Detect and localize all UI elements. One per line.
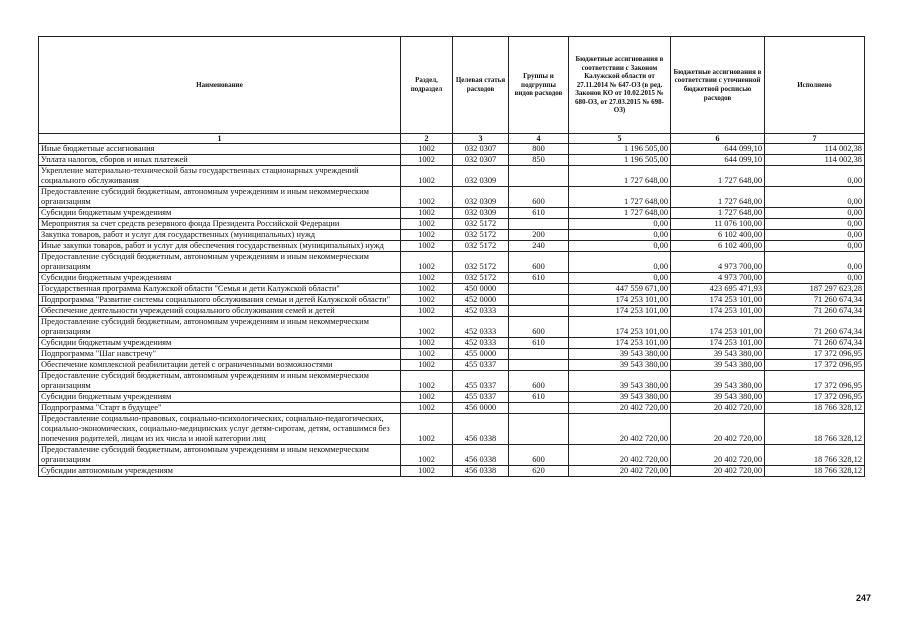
cell-assign-refined: 174 253 101,00 — [671, 306, 765, 317]
table-row — [39, 414, 865, 445]
cell-name: Обеспечение комплексной реабилитации детей с ограниченными возможностями — [39, 360, 401, 371]
cell-assign-refined: 174 253 101,00 — [671, 295, 765, 306]
table-row — [39, 317, 865, 338]
table-row — [39, 187, 865, 208]
cell-group: 600 — [509, 187, 569, 208]
cell-section: 1002 — [401, 208, 453, 219]
cell-executed: 114 002,38 — [765, 155, 865, 166]
cell-group — [509, 295, 569, 306]
cell-assign-law: 20 402 720,00 — [569, 466, 671, 477]
cell-name: Предоставление субсидий бюджетным, автономным учреждениям и иным некоммерческим организациям — [39, 371, 401, 392]
cell-section: 1002 — [401, 466, 453, 477]
cell-executed: 0,00 — [765, 187, 865, 208]
cell-section: 1002 — [401, 306, 453, 317]
cell-assign-refined: 1 727 648,00 — [671, 166, 765, 187]
cell-name: Закупка товаров, работ и услуг для государственных (муниципальных) нужд — [39, 230, 401, 241]
table-row — [39, 219, 865, 230]
cell-group — [509, 284, 569, 295]
cell-executed: 17 372 096,95 — [765, 371, 865, 392]
col-number: 7 — [765, 134, 865, 144]
cell-group: 200 — [509, 230, 569, 241]
col-number: 5 — [569, 134, 671, 144]
cell-assign-refined: 20 402 720,00 — [671, 403, 765, 414]
cell-target: 456 0000 — [453, 403, 509, 414]
cell-name: Обеспечение деятельности учреждений социального обслуживания семей и детей — [39, 306, 401, 317]
cell-executed: 0,00 — [765, 273, 865, 284]
cell-group — [509, 403, 569, 414]
cell-assign-law: 1 196 505,00 — [569, 144, 671, 155]
cell-assign-refined: 6 102 400,00 — [671, 230, 765, 241]
budget-execution-table — [38, 36, 865, 477]
cell-section: 1002 — [401, 155, 453, 166]
cell-target: 032 5172 — [453, 219, 509, 230]
cell-assign-refined: 644 099,10 — [671, 155, 765, 166]
cell-name: Субсидии автономным учреждениям — [39, 466, 401, 477]
cell-name: Мероприятия за счет средств резервного фонда Президента Российской Федерации — [39, 219, 401, 230]
col-number: 1 — [39, 134, 401, 144]
cell-name: Государственная программа Калужской области "Семья и дети Калужской области" — [39, 284, 401, 295]
cell-executed: 17 372 096,95 — [765, 392, 865, 403]
cell-section: 1002 — [401, 349, 453, 360]
cell-executed: 0,00 — [765, 230, 865, 241]
cell-group: 600 — [509, 317, 569, 338]
cell-assign-law: 0,00 — [569, 273, 671, 284]
cell-assign-law: 174 253 101,00 — [569, 317, 671, 338]
cell-section: 1002 — [401, 371, 453, 392]
cell-executed: 18 766 328,12 — [765, 466, 865, 477]
cell-group: 600 — [509, 252, 569, 273]
cell-target: 456 0338 — [453, 466, 509, 477]
cell-assign-refined: 644 099,10 — [671, 144, 765, 155]
cell-executed: 0,00 — [765, 241, 865, 252]
cell-name: Субсидии бюджетным учреждениям — [39, 273, 401, 284]
cell-assign-law: 1 727 648,00 — [569, 208, 671, 219]
cell-section: 1002 — [401, 414, 453, 445]
cell-section: 1002 — [401, 360, 453, 371]
cell-group: 850 — [509, 155, 569, 166]
cell-group: 800 — [509, 144, 569, 155]
cell-name: Подпрограмма "Старт в будущее" — [39, 403, 401, 414]
cell-section: 1002 — [401, 445, 453, 466]
cell-assign-law: 0,00 — [569, 241, 671, 252]
cell-assign-law: 174 253 101,00 — [569, 338, 671, 349]
table-row — [39, 371, 865, 392]
cell-name: Иные бюджетные ассигнования — [39, 144, 401, 155]
cell-assign-law: 1 727 648,00 — [569, 187, 671, 208]
cell-section: 1002 — [401, 166, 453, 187]
cell-group — [509, 306, 569, 317]
cell-executed: 71 260 674,34 — [765, 338, 865, 349]
table-row — [39, 230, 865, 241]
table-header-row — [39, 37, 865, 134]
cell-name: Предоставление субсидий бюджетным, автономным учреждениям и иным некоммерческим организациям — [39, 445, 401, 466]
cell-assign-law: 0,00 — [569, 230, 671, 241]
cell-assign-law: 447 559 671,00 — [569, 284, 671, 295]
cell-assign-refined: 20 402 720,00 — [671, 445, 765, 466]
cell-group: 620 — [509, 466, 569, 477]
cell-section: 1002 — [401, 295, 453, 306]
cell-assign-law: 20 402 720,00 — [569, 414, 671, 445]
cell-section: 1002 — [401, 252, 453, 273]
col-number: 3 — [453, 134, 509, 144]
cell-section: 1002 — [401, 241, 453, 252]
cell-executed: 18 766 328,12 — [765, 414, 865, 445]
col-number: 2 — [401, 134, 453, 144]
col-number: 6 — [671, 134, 765, 144]
cell-assign-law: 39 543 380,00 — [569, 371, 671, 392]
table-row — [39, 284, 865, 295]
table-row — [39, 208, 865, 219]
cell-group — [509, 219, 569, 230]
cell-section: 1002 — [401, 144, 453, 155]
col-number: 4 — [509, 134, 569, 144]
table-row — [39, 252, 865, 273]
cell-name: Подпрограмма "Развитие системы социального обслуживания семьи и детей Калужской области" — [39, 295, 401, 306]
cell-section: 1002 — [401, 392, 453, 403]
table-row — [39, 445, 865, 466]
cell-target: 450 0000 — [453, 284, 509, 295]
cell-target: 452 0333 — [453, 306, 509, 317]
cell-assign-refined: 174 253 101,00 — [671, 338, 765, 349]
header-section: Раздел, подраздел — [401, 37, 453, 134]
cell-assign-refined: 6 102 400,00 — [671, 241, 765, 252]
cell-group: 600 — [509, 371, 569, 392]
cell-assign-law: 0,00 — [569, 252, 671, 273]
table-row — [39, 466, 865, 477]
cell-assign-refined: 20 402 720,00 — [671, 466, 765, 477]
cell-section: 1002 — [401, 403, 453, 414]
cell-section: 1002 — [401, 317, 453, 338]
cell-target: 455 0337 — [453, 371, 509, 392]
cell-assign-refined: 39 543 380,00 — [671, 360, 765, 371]
cell-target: 455 0337 — [453, 392, 509, 403]
cell-target: 455 0337 — [453, 360, 509, 371]
cell-assign-law: 174 253 101,00 — [569, 295, 671, 306]
cell-executed: 0,00 — [765, 252, 865, 273]
column-number-row — [39, 134, 865, 144]
cell-executed: 17 372 096,95 — [765, 360, 865, 371]
cell-target: 032 0309 — [453, 208, 509, 219]
page-number: 247 — [856, 593, 872, 603]
cell-name: Укрепление материально-технической базы государственных стационарных учреждений социального обслуживания — [39, 166, 401, 187]
table-row — [39, 155, 865, 166]
cell-assign-refined: 174 253 101,00 — [671, 317, 765, 338]
cell-target: 452 0000 — [453, 295, 509, 306]
cell-executed: 18 766 328,12 — [765, 445, 865, 466]
cell-target: 452 0333 — [453, 338, 509, 349]
cell-target: 452 0333 — [453, 317, 509, 338]
cell-assign-law: 1 196 505,00 — [569, 155, 671, 166]
cell-section: 1002 — [401, 230, 453, 241]
cell-group: 610 — [509, 273, 569, 284]
cell-assign-refined: 39 543 380,00 — [671, 349, 765, 360]
cell-target: 032 0307 — [453, 144, 509, 155]
cell-target: 456 0338 — [453, 414, 509, 445]
cell-assign-refined: 11 076 100,00 — [671, 219, 765, 230]
cell-group: 610 — [509, 338, 569, 349]
header-executed: Исполнено — [765, 37, 865, 134]
cell-target: 032 0307 — [453, 155, 509, 166]
table-row — [39, 392, 865, 403]
header-assign-law: Бюджетные ассигнования в соответствии с Законом Калужской области от 27.11.2014 № 647-ОЗ (в ред. Законов КО от 10.02.2015 № 680-ОЗ, от 27.03.2015 № 698-ОЗ) — [569, 37, 671, 134]
cell-name: Иные закупки товаров, работ и услуг для обеспечения государственных (муниципальных) нужд — [39, 241, 401, 252]
cell-target: 032 5172 — [453, 230, 509, 241]
cell-assign-refined: 20 402 720,00 — [671, 414, 765, 445]
cell-group: 610 — [509, 392, 569, 403]
cell-name: Субсидии бюджетным учреждениям — [39, 338, 401, 349]
cell-name: Предоставление субсидий бюджетным, автономным учреждениям и иным некоммерческим организациям — [39, 187, 401, 208]
cell-assign-law: 0,00 — [569, 219, 671, 230]
budget-table-sheet — [38, 36, 865, 477]
cell-assign-law: 39 543 380,00 — [569, 349, 671, 360]
cell-executed: 0,00 — [765, 208, 865, 219]
cell-group: 610 — [509, 208, 569, 219]
cell-name: Предоставление субсидий бюджетным, автономным учреждениям и иным некоммерческим организациям — [39, 317, 401, 338]
cell-assign-law: 39 543 380,00 — [569, 392, 671, 403]
cell-assign-refined: 39 543 380,00 — [671, 392, 765, 403]
cell-group — [509, 360, 569, 371]
cell-assign-law: 20 402 720,00 — [569, 403, 671, 414]
cell-executed: 187 297 623,28 — [765, 284, 865, 295]
cell-executed: 18 766 328,12 — [765, 403, 865, 414]
header-name: Наименование — [39, 37, 401, 134]
table-row — [39, 273, 865, 284]
table-row — [39, 349, 865, 360]
cell-group: 240 — [509, 241, 569, 252]
cell-section: 1002 — [401, 219, 453, 230]
table-row — [39, 338, 865, 349]
cell-assign-law: 174 253 101,00 — [569, 306, 671, 317]
cell-group — [509, 166, 569, 187]
cell-executed: 17 372 096,95 — [765, 349, 865, 360]
cell-section: 1002 — [401, 338, 453, 349]
table-row — [39, 360, 865, 371]
table-row — [39, 166, 865, 187]
cell-target: 455 0000 — [453, 349, 509, 360]
header-target: Целевая статья расходов — [453, 37, 509, 134]
cell-executed: 114 002,38 — [765, 144, 865, 155]
cell-target: 032 5172 — [453, 252, 509, 273]
cell-assign-refined: 423 695 471,93 — [671, 284, 765, 295]
cell-name: Субсидии бюджетным учреждениям — [39, 392, 401, 403]
cell-assign-refined: 4 973 700,00 — [671, 273, 765, 284]
cell-assign-refined: 1 727 648,00 — [671, 208, 765, 219]
cell-assign-law: 1 727 648,00 — [569, 166, 671, 187]
cell-name: Уплата налогов, сборов и иных платежей — [39, 155, 401, 166]
cell-assign-law: 20 402 720,00 — [569, 445, 671, 466]
cell-executed: 0,00 — [765, 219, 865, 230]
header-assign-refined: Бюджетные ассигнования в соответствии с уточненной бюджетной росписью расходов — [671, 37, 765, 134]
cell-name: Предоставление субсидий бюджетным, автономным учреждениям и иным некоммерческим организациям — [39, 252, 401, 273]
cell-target: 032 5172 — [453, 273, 509, 284]
cell-assign-refined: 4 973 700,00 — [671, 252, 765, 273]
cell-assign-refined: 1 727 648,00 — [671, 187, 765, 208]
cell-target: 456 0338 — [453, 445, 509, 466]
cell-section: 1002 — [401, 273, 453, 284]
cell-target: 032 0309 — [453, 187, 509, 208]
cell-target: 032 5172 — [453, 241, 509, 252]
cell-executed: 71 260 674,34 — [765, 317, 865, 338]
cell-section: 1002 — [401, 284, 453, 295]
table-row — [39, 144, 865, 155]
cell-executed: 71 260 674,34 — [765, 306, 865, 317]
table-row — [39, 241, 865, 252]
cell-group — [509, 349, 569, 360]
cell-name: Предоставление социально-правовых, социально-психологических, социально-педагогических, социально-экономических, социально-медицинских услуг детям-сиротам, детям, оставшимся без попечения родителей, лицам из их числа и иной категории лиц — [39, 414, 401, 445]
cell-name: Подпрограмма "Шаг навстречу" — [39, 349, 401, 360]
table-row — [39, 403, 865, 414]
cell-executed: 0,00 — [765, 166, 865, 187]
header-groups: Группы и подгруппы видов расходов — [509, 37, 569, 134]
cell-group: 600 — [509, 445, 569, 466]
table-row — [39, 295, 865, 306]
cell-assign-law: 39 543 380,00 — [569, 360, 671, 371]
table-row — [39, 306, 865, 317]
cell-name: Субсидии бюджетным учреждениям — [39, 208, 401, 219]
cell-section: 1002 — [401, 187, 453, 208]
cell-executed: 71 260 674,34 — [765, 295, 865, 306]
cell-target: 032 0309 — [453, 166, 509, 187]
cell-assign-refined: 39 543 380,00 — [671, 371, 765, 392]
table-body — [39, 144, 865, 477]
cell-group — [509, 414, 569, 445]
